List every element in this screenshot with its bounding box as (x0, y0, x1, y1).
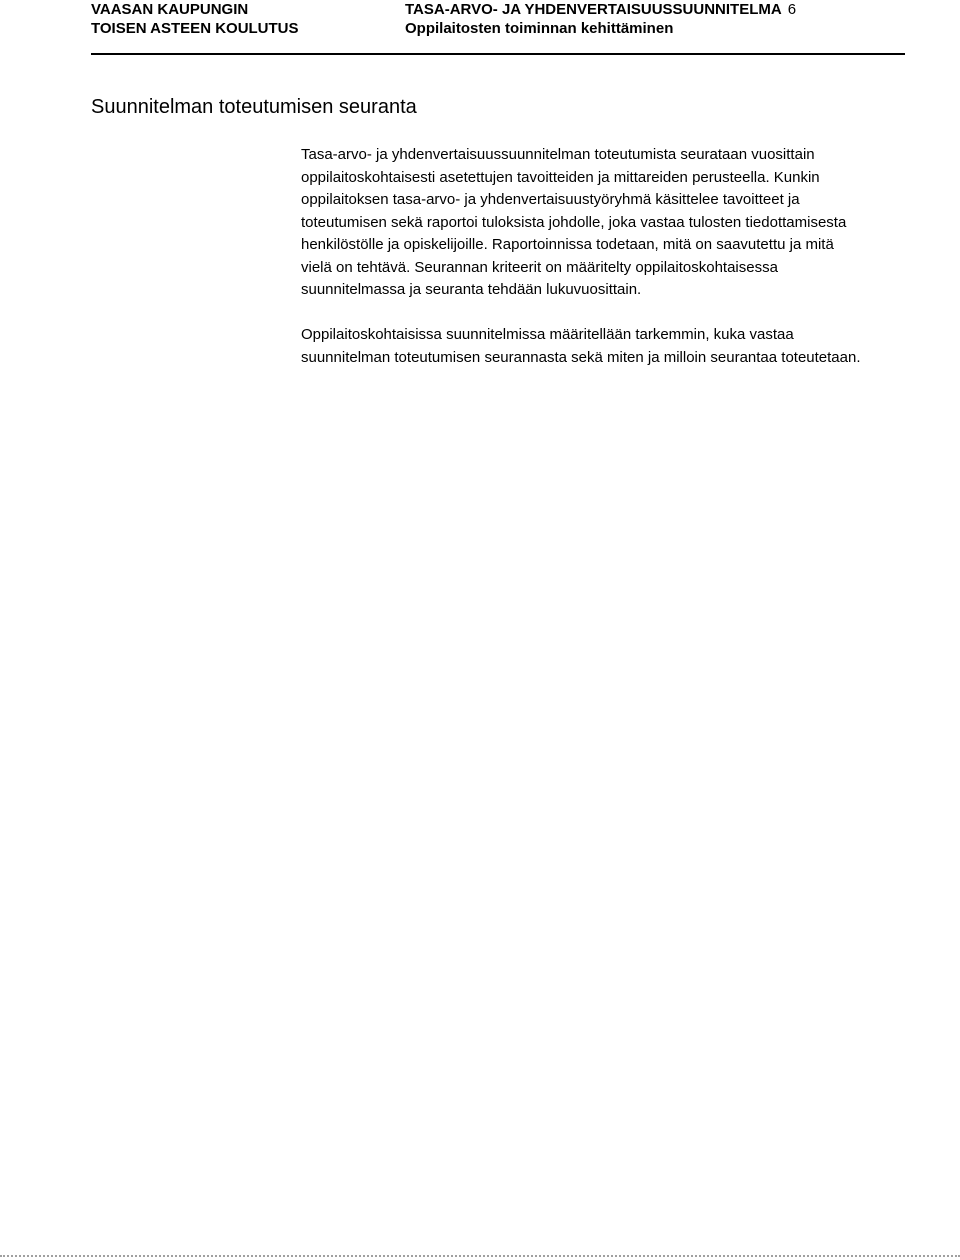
document-subtitle: Oppilaitosten toiminnan kehittäminen (405, 20, 674, 37)
document-title: TASA-ARVO- JA YHDENVERTAISUUSSUUNNITELMA (405, 1, 782, 18)
paragraph-line: Oppilaitoskohtaisissa suunnitelmissa määritellään tarkemmin, kuka vastaa (301, 326, 794, 343)
paragraph-line: suunnitelman toteutumisen seurannasta sekä miten ja milloin seurantaa toteutetaan. (301, 348, 861, 366)
paragraph-line: suunnitelmassa ja seuranta tehdään lukuvuosittain. (301, 281, 642, 298)
paragraph-line: toteutumisen sekä raportoi tuloksista johdolle, joka vastaa tulosten tiedottamisesta (301, 213, 847, 231)
header-divider (91, 53, 905, 55)
paragraph-line: oppilaitoskohtaisesti asetettujen tavoitteiden ja mittareiden perusteella. Kunkin (301, 168, 820, 186)
page-bottom-border (0, 1255, 960, 1257)
document-title-line (405, 0, 796, 19)
paragraph-line: henkilöstölle ja opiskelijoille. Raportoinnissa todetaan, mitä on saavutettu ja mitä (301, 236, 834, 253)
paragraph-line: vielä on tehtävä. Seurannan kriteerit on määritelty oppilaitoskohtaisessa (301, 258, 778, 276)
organization-name (91, 0, 299, 38)
section-heading: Suunnitelman toteutumisen seuranta (91, 96, 417, 118)
document-title-block (405, 0, 796, 38)
paragraph-responsibilities (301, 324, 901, 369)
paragraph-monitoring (301, 144, 901, 302)
paragraph-line: oppilaitoksen tasa-arvo- ja yhdenvertaisuustyöryhmä käsittelee tavoitteet ja (301, 191, 800, 208)
page-header (0, 0, 960, 56)
organization-line-2: TOISEN ASTEEN KOULUTUS (91, 20, 299, 37)
organization-line-1: VAASAN KAUPUNGIN (91, 1, 249, 18)
page-number: 6 (787, 1, 797, 18)
paragraph-line: Tasa-arvo- ja yhdenvertaisuussuunnitelman toteutumista seurataan vuosittain (301, 146, 815, 163)
